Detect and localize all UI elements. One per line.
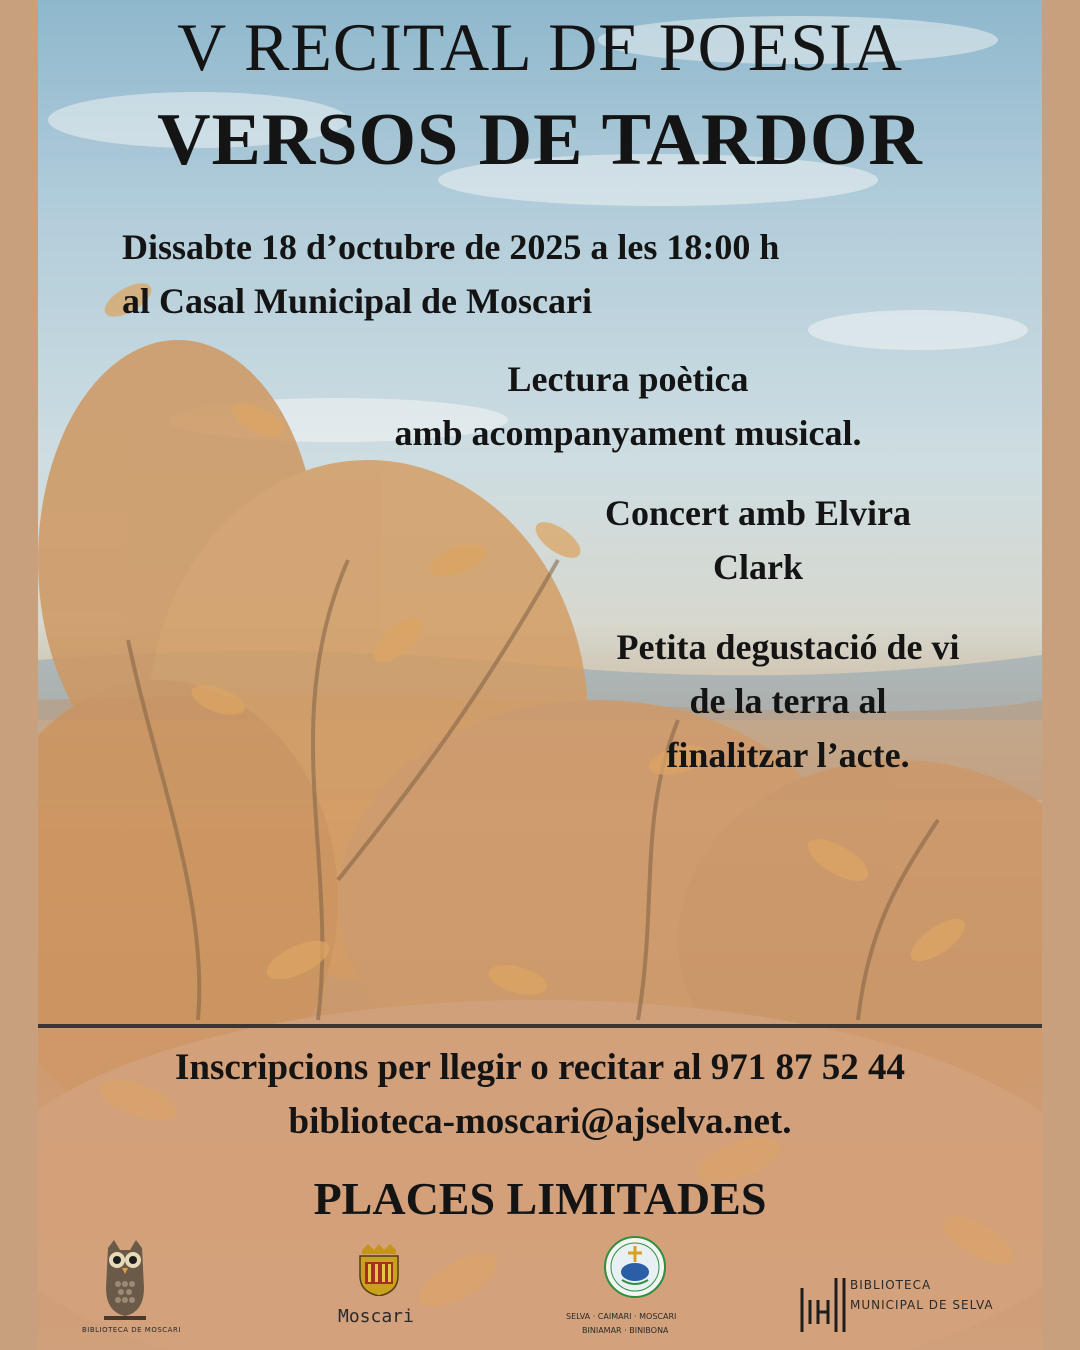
moscari-logo-caption: Moscari (338, 1306, 414, 1327)
concert-description (538, 486, 978, 594)
event-venue: al Casal Municipal de Moscari (122, 281, 592, 321)
reading-line: amb acompanyament musical. (394, 413, 862, 453)
seal-caption-line2: BINIAMAR · BINIBONA (582, 1326, 669, 1335)
library-name-line1: BIBLIOTECA (850, 1278, 932, 1292)
owl-logo-icon (100, 1238, 150, 1322)
poster-content (38, 0, 1042, 1350)
event-title-line1: V RECITAL DE POESIA (177, 9, 903, 85)
moscari-shield-icon (356, 1244, 402, 1296)
tasting-line: de la terra al (689, 681, 887, 721)
event-title-line2: VERSOS DE TARDOR (157, 99, 923, 181)
section-divider (38, 1024, 1042, 1028)
registration-info: Inscripcions per llegir o recitar al 971 87 52 44 (174, 1047, 905, 1088)
reading-line: Lectura poètica (507, 359, 749, 399)
tasting-description (538, 620, 1038, 782)
tasting-line: Petita degustació de vi (616, 627, 960, 667)
concert-line: Concert amb Elvira (605, 493, 911, 533)
parish-seal-icon (604, 1236, 666, 1298)
event-poster (38, 0, 1042, 1350)
library-name-line2: MUNICIPAL DE SELVA (850, 1298, 994, 1312)
concert-line: Clark (713, 547, 803, 587)
registration-email: biblioteca-moscari@ajselva.net. (288, 1101, 792, 1142)
limited-places-notice: PLACES LIMITADES (313, 1173, 767, 1224)
event-date: Dissabte 18 d’octubre de 2025 a les 18:00 h (122, 227, 780, 267)
owl-logo-caption: BIBLIOTECA DE MOSCARI (82, 1326, 181, 1334)
seal-caption-line1: SELVA · CAIMARI · MOSCARI (566, 1312, 677, 1321)
library-logo-icon (800, 1278, 850, 1332)
tasting-line: finalitzar l’acte. (666, 735, 910, 775)
reading-description (308, 352, 948, 460)
